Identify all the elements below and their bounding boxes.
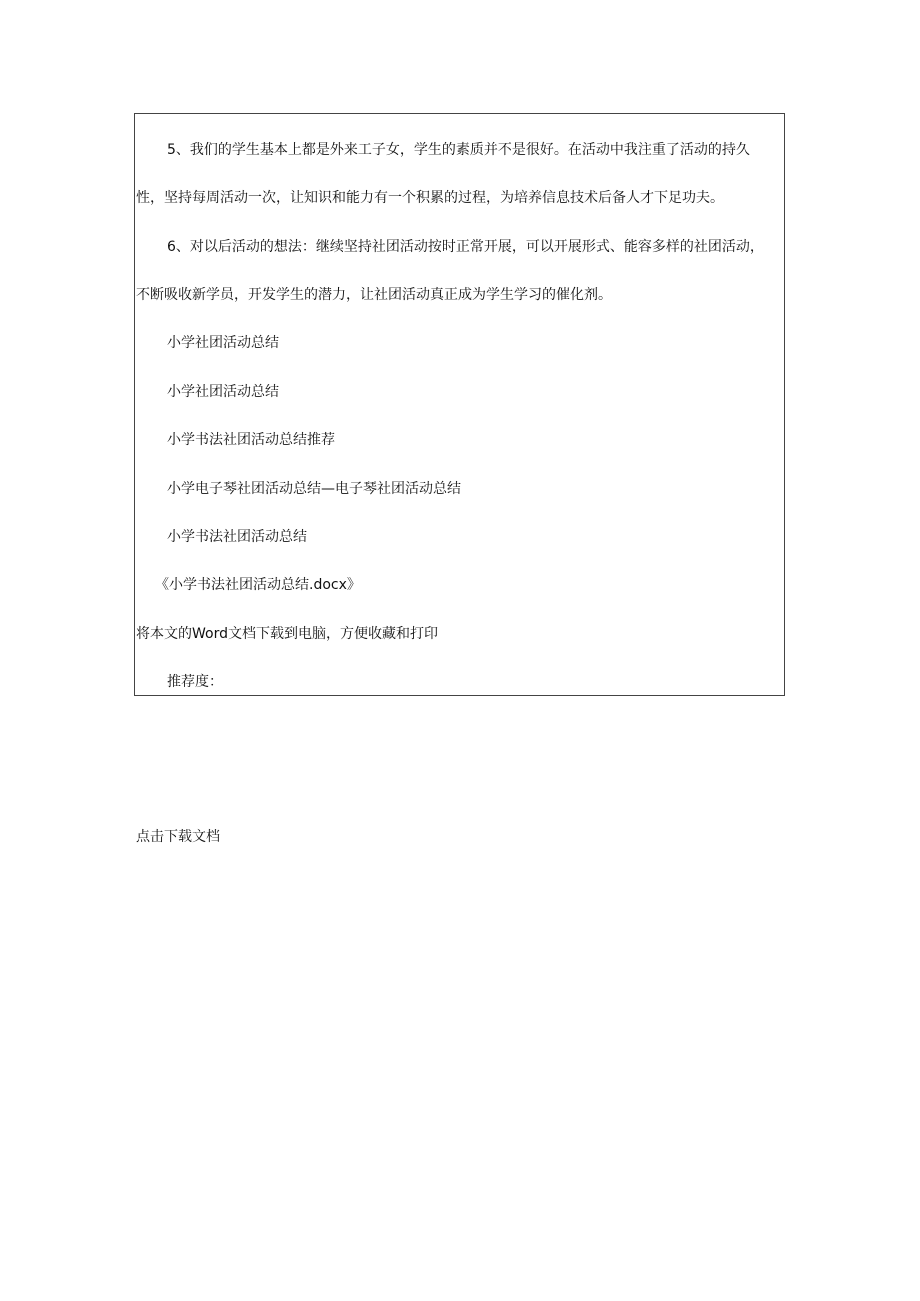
paragraph-5-line-2: 性，坚持每周活动一次，让知识和能力有一个积累的过程，为培养信息技术后备人才下足功夫。 — [136, 190, 724, 206]
document-frame — [134, 113, 785, 696]
related-article-link[interactable]: 小学社团活动总结 — [167, 384, 279, 400]
related-article-link[interactable]: 小学电子琴社团活动总结—电子琴社团活动总结 — [167, 481, 461, 497]
paragraph-6-line-1: 6、对以后活动的想法：继续坚持社团活动按时正常开展，可以开展形式、能容多样的社团活动， — [167, 239, 764, 255]
download-document-link[interactable]: 点击下载文档 — [136, 829, 220, 845]
download-note: 将本文的Word文档下载到电脑，方便收藏和打印 — [136, 626, 438, 642]
related-article-link[interactable]: 小学社团活动总结 — [167, 335, 279, 351]
paragraph-6-line-2: 不断吸收新学员，开发学生的潜力，让社团活动真正成为学生学习的催化剂。 — [136, 287, 612, 303]
paragraph-5-line-1: 5、我们的学生基本上都是外来工子女，学生的素质并不是很好。在活动中我注重了活动的持久 — [167, 142, 750, 158]
related-article-link[interactable]: 小学书法社团活动总结 — [167, 529, 307, 545]
document-file-name[interactable]: 《小学书法社团活动总结.docx》 — [155, 577, 361, 593]
related-article-link[interactable]: 小学书法社团活动总结推荐 — [167, 432, 335, 448]
rating-label: 推荐度： — [167, 674, 223, 690]
